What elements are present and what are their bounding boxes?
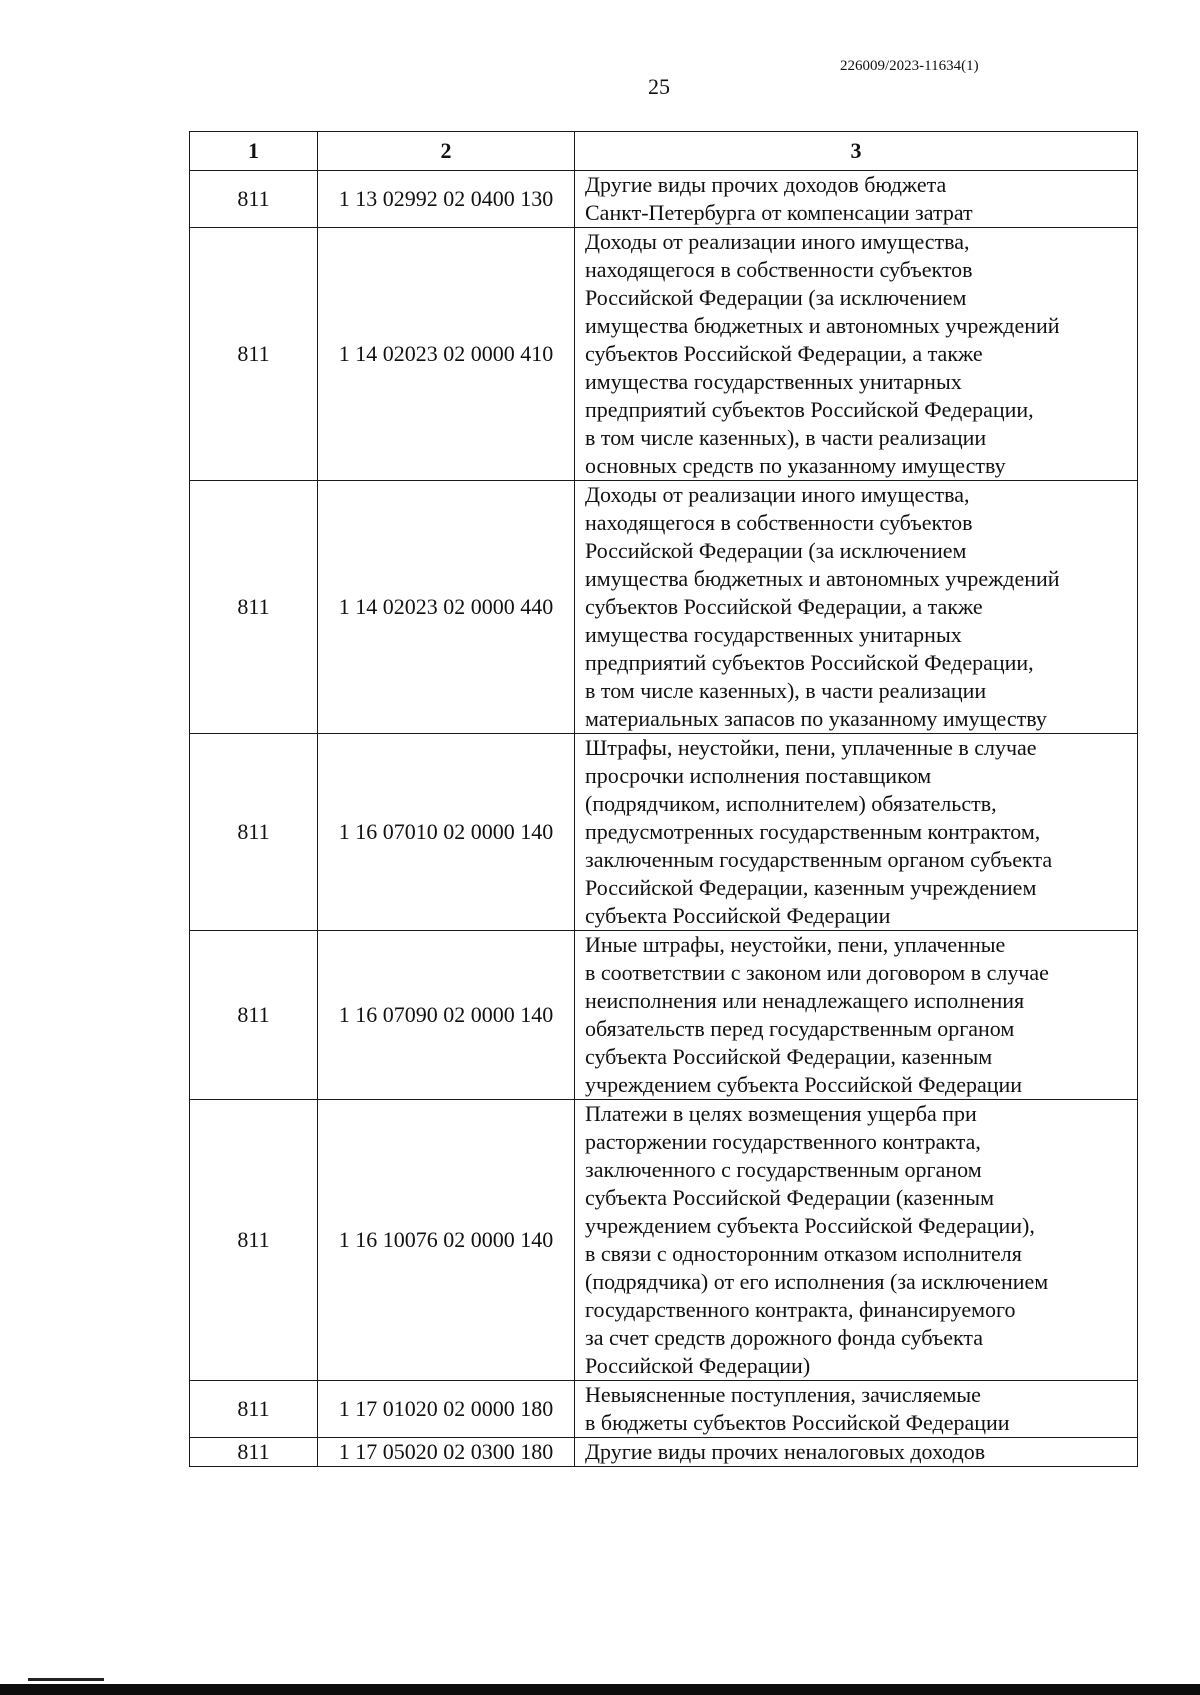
table-row	[190, 228, 1138, 481]
budget-code-cell: 1 14 02023 02 0000 410	[318, 228, 575, 481]
scan-artifact-bar	[0, 1684, 1200, 1695]
revenue-name-cell: Другие виды прочих неналоговых доходов	[575, 1438, 1138, 1467]
admin-code-cell: 811	[190, 228, 318, 481]
admin-code-cell: 811	[190, 481, 318, 734]
admin-code-cell: 811	[190, 1381, 318, 1438]
table-row	[190, 1100, 1138, 1381]
revenue-name-cell: Другие виды прочих доходов бюджета Санкт-Петербурга от компенсации затрат	[575, 171, 1138, 228]
table-row	[190, 481, 1138, 734]
budget-code-cell: 1 16 07090 02 0000 140	[318, 931, 575, 1100]
table-row	[190, 171, 1138, 228]
revenue-name-cell: Доходы от реализации иного имущества, находящегося в собственности субъектов Российской Федерации (за исключением имущества бюджетных и автономных учреждений субъектов Российской Федерации, а также имущества государственных унитарных предприятий субъектов Российской Федерации, в том числе казенных), в части реализации материальных запасов по указанному имуществу	[575, 481, 1138, 734]
budget-code-cell: 1 17 05020 02 0300 180	[318, 1438, 575, 1467]
admin-code-cell: 811	[190, 734, 318, 931]
revenue-name-cell: Платежи в целях возмещения ущерба при расторжении государственного контракта, заключенного с государственным органом субъекта Российской Федерации (казенным учреждением субъекта Российской Федерации), в связи с односторонним отказом исполнителя (подрядчика) от его исполнения (за исключением государственного контракта, финансируемого за счет средств дорожного фонда субъекта Российской Федерации)	[575, 1100, 1138, 1381]
table-row	[190, 931, 1138, 1100]
admin-code-cell: 811	[190, 171, 318, 228]
revenue-name-cell: Невыясненные поступления, зачисляемые в бюджеты субъектов Российской Федерации	[575, 1381, 1138, 1438]
revenue-name-cell: Иные штрафы, неустойки, пени, уплаченные в соответствии с законом или договором в случае неисполнения или ненадлежащего исполнения обязательств перед государственным органом субъекта Российской Федерации, казенным учреждением субъекта Российской Федерации	[575, 931, 1138, 1100]
scan-artifact-edge	[28, 1678, 104, 1681]
column-header-2: 2	[318, 132, 575, 171]
admin-code-cell: 811	[190, 1100, 318, 1381]
revenue-name-cell: Штрафы, неустойки, пени, уплаченные в случае просрочки исполнения поставщиком (подрядчиком, исполнителем) обязательств, предусмотренных государственным контрактом, заключенным государственным органом субъекта Российской Федерации, казенным учреждением субъекта Российской Федерации	[575, 734, 1138, 931]
column-header-3: 3	[575, 132, 1138, 171]
table-header-row	[190, 132, 1138, 171]
revenue-name-cell: Доходы от реализации иного имущества, находящегося в собственности субъектов Российской Федерации (за исключением имущества бюджетных и автономных учреждений субъектов Российской Федерации, а также имущества государственных унитарных предприятий субъектов Российской Федерации, в том числе казенных), в части реализации основных средств по указанному имуществу	[575, 228, 1138, 481]
admin-code-cell: 811	[190, 1438, 318, 1467]
table-row	[190, 1381, 1138, 1438]
page-number: 25	[648, 74, 670, 99]
document-id: 226009/2023-11634(1)	[840, 58, 979, 74]
admin-code-cell: 811	[190, 931, 318, 1100]
budget-code-cell: 1 16 07010 02 0000 140	[318, 734, 575, 931]
column-header-1: 1	[190, 132, 318, 171]
table-row	[190, 734, 1138, 931]
revenue-codes-table	[189, 131, 1138, 1467]
budget-code-cell: 1 17 01020 02 0000 180	[318, 1381, 575, 1438]
budget-code-cell: 1 14 02023 02 0000 440	[318, 481, 575, 734]
table-row	[190, 1438, 1138, 1467]
budget-code-cell: 1 13 02992 02 0400 130	[318, 171, 575, 228]
budget-code-cell: 1 16 10076 02 0000 140	[318, 1100, 575, 1381]
